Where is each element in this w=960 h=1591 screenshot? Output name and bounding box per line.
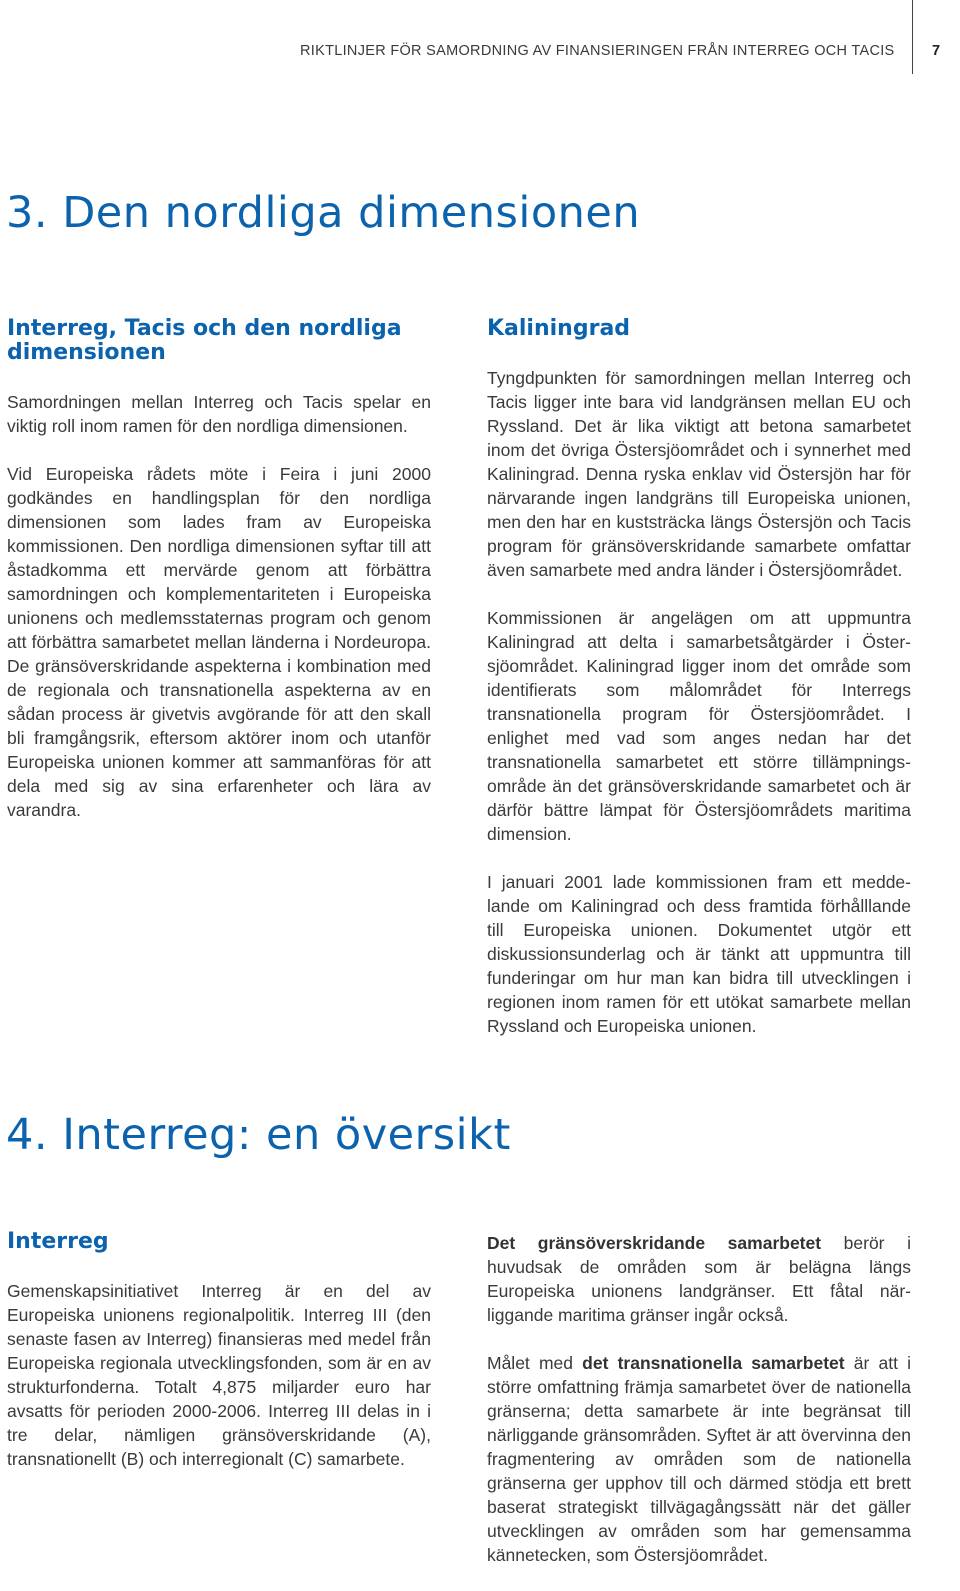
paragraph-text: är att i större omfattning främja samarbetet över de nationella gränserna; detta samarbete är inte begränsat till närliggande gränsområden. Syftet är att övervinna den fragmentering av områden som de nationella gränserna ger upphov till och därmed stödja ett brett baserat strategiskt tillvägagångssätt när det gäller utvecklingen av områden som har gemensamma kännetecken, som Östersjöområdet. — [487, 1353, 912, 1565]
paragraph-text: Målet med — [487, 1353, 583, 1373]
section-4-left-column — [7, 1279, 431, 1495]
running-header-title: RIKTLINJER FÖR SAMORDNING AV FINANSIERINGEN FRÅN INTERREG OCH TACIS — [300, 43, 895, 59]
paragraph: Samordningen mellan Interreg och Tacis spelar en viktig roll inom ramen för den nordliga dimensionen. — [7, 392, 431, 436]
section-3-left-column — [7, 390, 431, 846]
header-divider — [912, 0, 913, 74]
paragraph-cross-border — [487, 1231, 911, 1327]
paragraph: I januari 2001 lade kommissionen fram ett meddelande om Kaliningrad och dess framtida förhålllande till Europeiska unionen. Dokumentet utgör ett diskussionsunderlag och är tänkt att uppmuntra till funderingar om hur man kan bidra till utvecklingen i regionen inom ramen för ett utökat samarbete mellan Ryssland och Europeiska unionen. — [487, 872, 911, 1036]
bold-term: Det gränsöverskridande samarbetet — [487, 1233, 822, 1253]
paragraph: Tyngdpunkten för samordningen mellan Interreg och Tacis ligger inte bara vid landgränsen mellan EU och Ryssland. Det är lika viktigt att betona samarbetet inom det övriga Östersjöområdet och i synnerhet med Kaliningrad. Denna ryska enklav vid Östersjön har för närvarande ingen landgräns till Europeiska unionen, men den har en kuststräcka längs Östersjön och Tacis program för gränsöverskridande samarbete omfattar även samarbete med andra länder i Östersjöområdet. — [487, 368, 911, 580]
section-3-title: 3. Den nordliga dimensionen — [6, 188, 641, 238]
page-number: 7 — [932, 43, 941, 59]
paragraph: Vid Europeiska rådets möte i Feira i juni 2000 godkändes en handlingsplan för den nordliga dimensionen som lades fram av Europeiska kommissionen. Den nordliga dimensionen syftar till att åstadkomma ett mervärde genom att förbättra samordningen och komplementariteten i Europeiska unionens och medlemsstaternas program och genom att förbättra samarbetet mellan länderna i Nordeuropa. De gränsöverskridande aspekterna i kombination med de regionala och transnationella aspekterna av en sådan process är givetvis avgörande för att den skall bli framgångsrik, eftersom aktörer inom och utanför Europeiska unionen kommer att sammanföras för att dela med sig av sina erfarenheter och lära av varandra. — [7, 464, 431, 820]
subheading-interreg: Interreg — [7, 1229, 109, 1254]
section-4-title: 4. Interreg: en översikt — [6, 1110, 511, 1160]
paragraph: Gemenskapsinitiativet Interreg är en del av Europeiska unionens regionalpolitik. Interreg III (den senaste fasen av Interreg) finansieras med medel från Europeiska regionala utvecklingsfonden, som är en av strukturfonderna. Totalt 4,875 miljarder euro har avsatts för perioden 2000-2006. Interreg III delas in i tre delar, nämligen gränsöverskridande (A), transnationellt (B) och interregionalt (C) samarbete. — [7, 1281, 431, 1469]
bold-term: det transnationella samarbetet — [582, 1353, 845, 1373]
subheading-kaliningrad: Kaliningrad — [487, 316, 631, 341]
paragraph: Kommissionen är angelägen om att uppmuntra Kaliningrad att delta i samarbetsåtgärder i Östersjöområdet. Kaliningrad ligger inom det område som identifierats som målområdet för Interregs transnationella program för Östersjöområdet. I enlighet med vad som anges nedan har det transnationella samarbetet ett större tillämpningsområde än det gränsöverskridande samarbetet och är därför bättre lämpat för Östersjöområdets maritima dimension. — [487, 608, 911, 844]
paragraph-transnational — [487, 1351, 911, 1567]
subheading-interreg-tacis-nordliga: Interreg, Tacis och den nordliga dimensionen — [7, 316, 402, 365]
paragraph-text: berör i huvudsak de områden som är belägna längs Europeiska unionens landgränser. Ett fåtal närliggande maritima gränser ingår också. — [487, 1233, 911, 1325]
section-4-right-column — [487, 1231, 911, 1591]
section-3-right-column — [487, 366, 911, 1062]
